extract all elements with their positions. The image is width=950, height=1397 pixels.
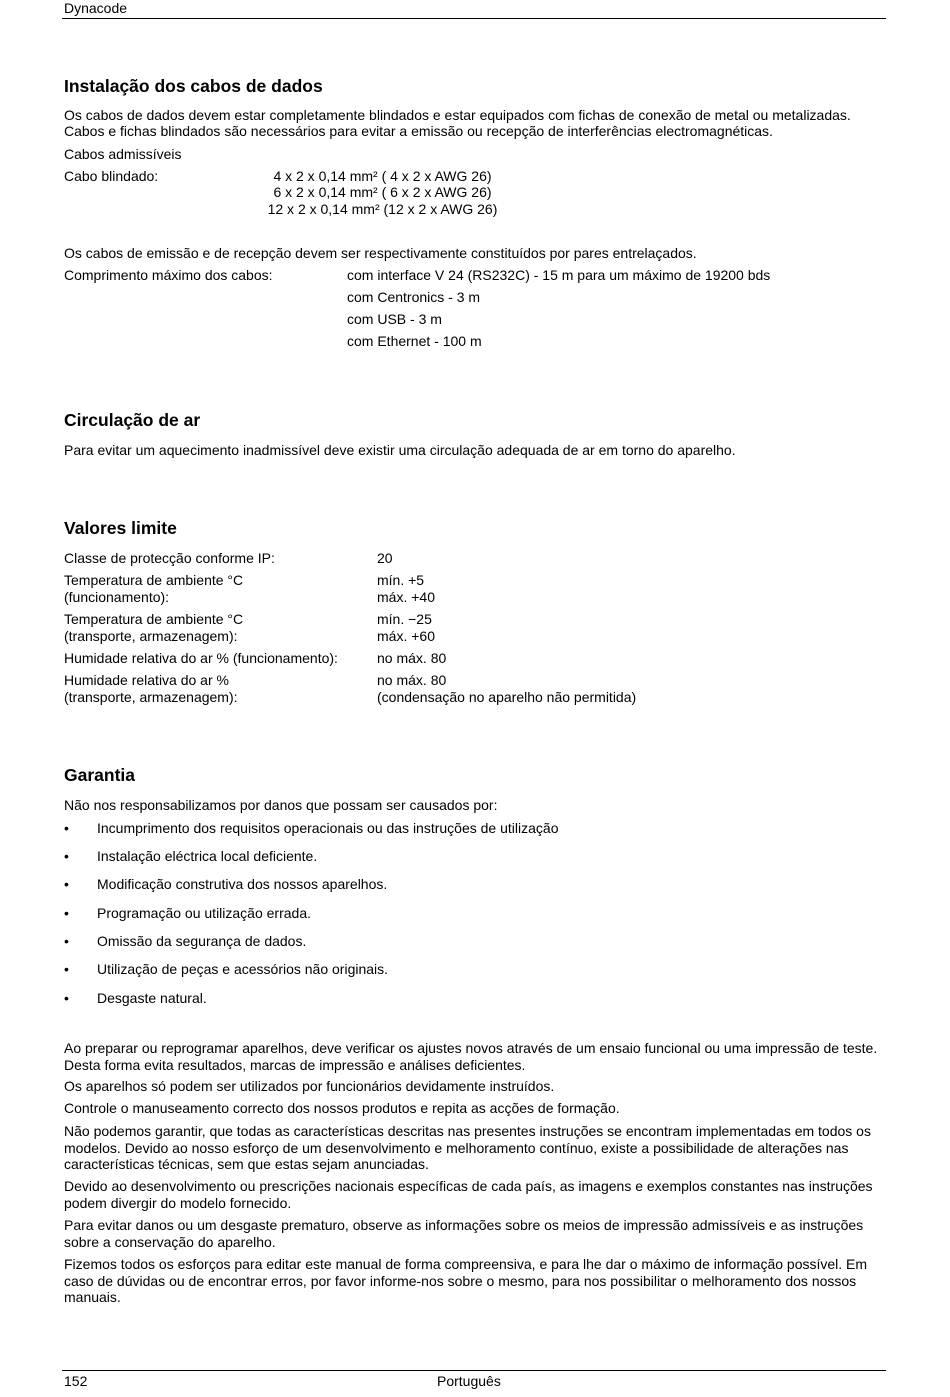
section-title-limit-values: Valores limite	[64, 518, 177, 538]
limit-label: (transporte, armazenagem):	[64, 628, 238, 644]
warranty-paragraph: Devido ao desenvolvimento ou prescrições nacionais específicas de cada país, as imagens e exemplos constantes nas instruções podem divergir do modelo fornecido.	[64, 1178, 873, 1211]
list-item-text: Omissão da segurança de dados.	[97, 933, 307, 949]
list-item-text: Incumprimento dos requisitos operacionais ou das instruções de utilização	[97, 820, 559, 836]
admissible-cables-label: Cabos admissíveis	[64, 146, 182, 162]
limit-value: máx. +60	[377, 628, 435, 644]
section-title-data-cables: Instalação dos cabos de dados	[64, 76, 323, 96]
max-length-label: Comprimento máximo dos cabos:	[64, 267, 273, 283]
bullet-icon: •	[64, 905, 69, 921]
warranty-paragraph: Para evitar danos ou um desgaste prematuro, observe as informações sobre os meios de impressão admissíveis e as instruções sobre a conservação do aparelho.	[64, 1217, 864, 1250]
intro-line-1: Os cabos de dados devem estar completamente blindados e estar equipados com fichas de conexão de metal ou metalizadas.	[64, 107, 851, 123]
limit-value: mín. −25	[377, 611, 432, 627]
limit-value: 20	[377, 550, 393, 566]
limit-value: no máx. 80	[377, 650, 447, 666]
warranty-paragraph: Ao preparar ou reprogramar aparelhos, deve verificar os ajustes novos através de um ensaio funcional ou uma impressão de teste. Desta forma evita resultados, marcas de impressão e análises deficientes.	[64, 1040, 878, 1073]
limit-value: máx. +40	[377, 589, 435, 605]
list-item-text: Programação ou utilização errada.	[97, 905, 312, 921]
limit-label: Temperatura de ambiente °C	[64, 572, 244, 588]
limit-label: (transporte, armazenagem):	[64, 689, 238, 705]
cable-spec: 12 x 2 x 0,14 mm² (12 x 2 x AWG 26)	[267, 201, 498, 217]
warranty-intro: Não nos responsabilizamos por danos que possam ser causados por:	[64, 797, 498, 813]
limit-value: (condensação no aparelho não permitida)	[377, 689, 637, 705]
warranty-paragraph: Os aparelhos só podem ser utilizados por funcionários devidamente instruídos.	[64, 1078, 555, 1094]
limit-label: Humidade relativa do ar % (funcionamento):	[64, 650, 338, 666]
footer-language: Português	[437, 1373, 501, 1389]
page-number: 152	[64, 1373, 88, 1389]
warranty-paragraph: Controle o manuseamento correcto dos nossos produtos e repita as acções de formação.	[64, 1100, 620, 1116]
bullet-icon: •	[64, 820, 69, 836]
bullet-icon: •	[64, 961, 69, 977]
list-item-text: Instalação eléctrica local deficiente.	[97, 848, 318, 864]
warranty-paragraph: Fizemos todos os esforços para editar este manual de forma compreensiva, e para lhe dar o máximo de informação possível. Em caso de dúvidas ou de encontrar erros, por favor informe-nos sobre o mesmo, para nos possibilitar o melhoramento dos nossos manuais.	[64, 1256, 868, 1305]
max-length-item: com Centronics - 3 m	[347, 289, 481, 305]
limit-label: Classe de protecção conforme IP:	[64, 550, 275, 566]
max-length-item: com USB - 3 m	[347, 311, 442, 327]
bullet-icon: •	[64, 990, 69, 1006]
shielded-cable-label: Cabo blindado:	[64, 168, 159, 184]
header-rule	[62, 18, 886, 19]
limit-label: Humidade relativa do ar %	[64, 672, 229, 688]
limit-value: no máx. 80	[377, 672, 447, 688]
limit-value: mín. +5	[377, 572, 425, 588]
list-item-text: Utilização de peças e acessórios não originais.	[97, 961, 389, 977]
section-title-air-circulation: Circulação de ar	[64, 410, 201, 430]
footer-rule	[62, 1370, 886, 1371]
list-item-text: Desgaste natural.	[97, 990, 207, 1006]
twisted-pairs-note: Os cabos de emissão e de recepção devem ser respectivamente constituídos por pares entrelaçados.	[64, 245, 697, 261]
max-length-item: com interface V 24 (RS232C) - 15 m para um máximo de 19200 bds	[347, 267, 771, 283]
cable-spec: 6 x 2 x 0,14 mm² ( 6 x 2 x AWG 26)	[273, 184, 492, 200]
section-title-warranty: Garantia	[64, 765, 135, 785]
header-brand: Dynacode	[64, 0, 128, 16]
limit-label: (funcionamento):	[64, 589, 170, 605]
intro-line-2: Cabos e fichas blindados são necessários para evitar a emissão ou recepção de interferências electromagnéticas.	[64, 123, 773, 139]
bullet-icon: •	[64, 876, 69, 892]
max-length-item: com Ethernet - 100 m	[347, 333, 482, 349]
bullet-icon: •	[64, 848, 69, 864]
bullet-icon: •	[64, 933, 69, 949]
cable-spec: 4 x 2 x 0,14 mm² ( 4 x 2 x AWG 26)	[273, 168, 492, 184]
warranty-paragraph: Não podemos garantir, que todas as características descritas nas presentes instruções se encontram implementadas em todos os modelos. Devido ao nosso esforço de um desenvolvimento e melhoramento contínuo, existe a possibilidade de alterações nas características técnicas, sem que estas sejam anunciadas.	[64, 1123, 871, 1172]
list-item-text: Modificação construtiva dos nossos aparelhos.	[97, 876, 388, 892]
limit-label: Temperatura de ambiente °C	[64, 611, 244, 627]
air-circulation-text: Para evitar um aquecimento inadmissível deve existir uma circulação adequada de ar em torno do aparelho.	[64, 442, 736, 458]
